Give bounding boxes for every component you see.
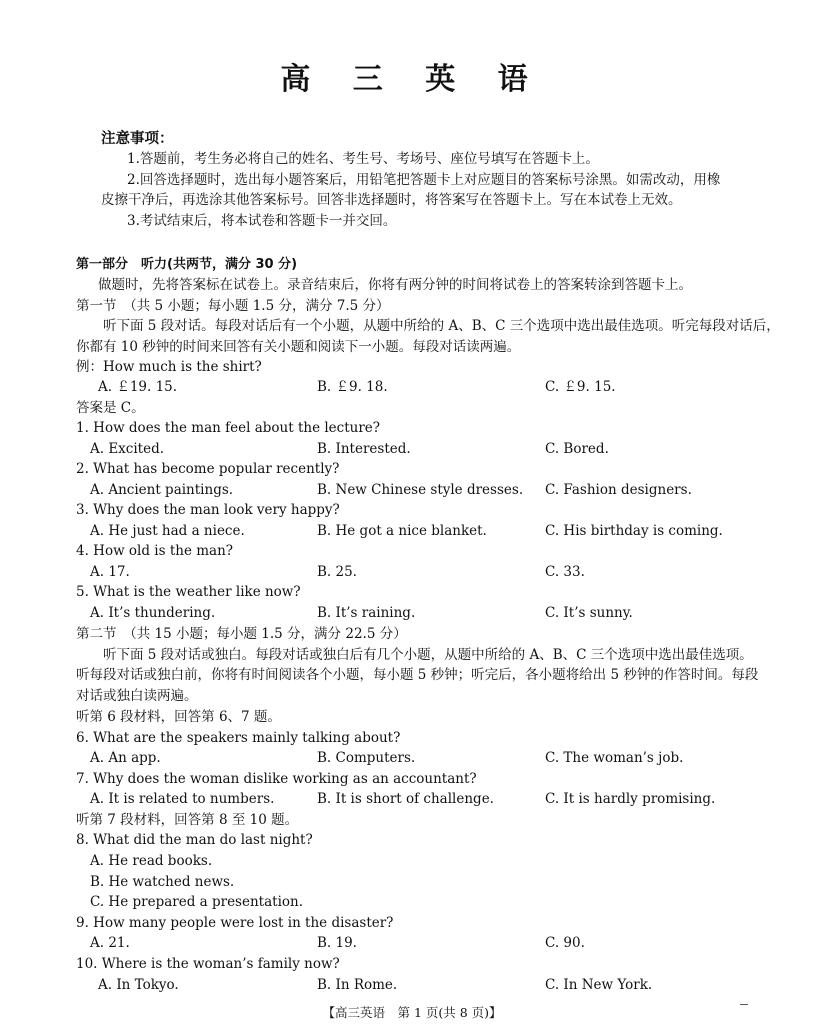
q9-option-c: C. 90. — [545, 935, 585, 951]
notice-heading: 注意事项： — [101, 131, 174, 147]
section1-instruction-cont: 你都有 10 秒钟的时间来回答有关小题和阅读下一小题。每段对话读两遍。 — [76, 339, 521, 355]
material-7-heading: 听第 7 段材料，回答第 8 至 10 题。 — [76, 812, 299, 828]
question-9: 9. How many people were lost in the disaster? — [76, 915, 394, 931]
q2-option-a: A. Ancient paintings. — [90, 482, 234, 498]
q5-option-b: B. It’s raining. — [317, 605, 416, 621]
question-10: 10. Where is the woman’s family now? — [76, 956, 340, 972]
section1-heading: 第一节 （共 5 小题；每小题 1.5 分，满分 7.5 分） — [76, 298, 390, 314]
q4-option-a: A. 17. — [90, 564, 130, 580]
section1-instruction: 听下面 5 段对话。每段对话后有一个小题，从题中所给的 A、B、C 三个选项中选出最佳选项。听完每段对话后， — [103, 318, 780, 334]
example-option-a: A. ￡19. 15. — [98, 379, 178, 395]
question-8: 8. What did the man do last night? — [76, 832, 313, 848]
question-2: 2. What has become popular recently? — [76, 461, 340, 477]
q2-option-c: C. Fashion designers. — [545, 482, 692, 498]
notice-item-3: 3.考试结束后，将本试卷和答题卡一并交回。 — [127, 213, 397, 229]
q3-option-c: C. His birthday is coming. — [545, 523, 723, 539]
part1-heading: 第一部分 听力(共两节，满分 30 分) — [76, 257, 298, 272]
part1-intro: 做题时，先将答案标在试卷上。录音结束后，你将有两分钟的时间将试卷上的答案转涂到答题卡上。 — [98, 277, 692, 293]
q8-option-c: C. He prepared a presentation. — [90, 894, 304, 910]
page-title: 高 三 英 语 — [280, 62, 544, 97]
q6-option-a: A. An app. — [90, 750, 161, 766]
q3-option-a: A. He just had a niece. — [90, 523, 245, 539]
question-6: 6. What are the speakers mainly talking about? — [76, 730, 401, 746]
q10-option-c: C. In New York. — [545, 977, 653, 993]
section2-instruction: 听下面 5 段对话或独白。每段对话或独白后有几个小题，从题中所给的 A、B、C 三个选项中选出最佳选项。 — [103, 647, 753, 663]
q10-option-b: B. In Rome. — [317, 977, 398, 993]
q9-option-b: B. 19. — [317, 935, 357, 951]
question-3: 3. Why does the man look very happy? — [76, 502, 340, 518]
q10-option-a: A. In Tokyo. — [98, 977, 179, 993]
q6-option-c: C. The woman’s job. — [545, 750, 684, 766]
q5-option-a: A. It’s thundering. — [90, 605, 216, 621]
section2-instruction-end: 对话或独白读两遍。 — [76, 688, 198, 704]
q4-option-b: B. 25. — [317, 564, 357, 580]
example-option-b: B. ￡9. 18. — [317, 379, 388, 395]
q7-option-a: A. It is related to numbers. — [90, 791, 275, 807]
question-4: 4. How old is the man? — [76, 543, 234, 559]
question-7: 7. Why does the woman dislike working as an accountant? — [76, 771, 477, 787]
q8-option-a: A. He read books. — [90, 853, 213, 869]
notice-item-2: 2.回答选择题时，选出每小题答案后，用铅笔把答题卡上对应题目的答案标号涂黑。如需改动，用橡 — [127, 172, 721, 188]
q5-option-c: C. It’s sunny. — [545, 605, 633, 621]
q8-option-b: B. He watched news. — [90, 874, 235, 890]
q7-option-b: B. It is short of challenge. — [317, 791, 494, 807]
q9-option-a: A. 21. — [90, 935, 130, 951]
q1-option-b: B. Interested. — [317, 441, 411, 457]
page-footer: 【高三英语 第 1 页(共 8 页)】 — [322, 1005, 502, 1020]
q7-option-c: C. It is hardly promising. — [545, 791, 716, 807]
question-1: 1. How does the man feel about the lecture? — [76, 420, 381, 436]
question-5: 5. What is the weather like now? — [76, 584, 301, 600]
corner-mark — [740, 1004, 748, 1005]
section2-instruction-cont: 听每段对话或独白前，你将有时间阅读各个小题，每小题 5 秒钟；听完后，各小题将给出 5 秒钟的作答时间。每段 — [76, 667, 759, 683]
material-6-heading: 听第 6 段材料，回答第 6、7 题。 — [76, 709, 281, 725]
example-question: 例：How much is the shirt? — [76, 359, 262, 375]
example-option-c: C. ￡9. 15. — [545, 379, 616, 395]
q6-option-b: B. Computers. — [317, 750, 416, 766]
q4-option-c: C. 33. — [545, 564, 585, 580]
notice-item-2-cont: 皮擦干净后，再选涂其他答案标号。回答非选择题时，将答案写在答题卡上。写在本试卷上无效。 — [101, 192, 682, 208]
q1-option-c: C. Bored. — [545, 441, 609, 457]
notice-item-1: 1.答题前，考生务必将自己的姓名、考生号、考场号、座位号填写在答题卡上。 — [127, 151, 599, 167]
q2-option-b: B. New Chinese style dresses. — [317, 482, 524, 498]
section2-heading: 第二节 （共 15 小题；每小题 1.5 分，满分 22.5 分） — [76, 626, 407, 642]
q1-option-a: A. Excited. — [90, 441, 165, 457]
q3-option-b: B. He got a nice blanket. — [317, 523, 487, 539]
example-answer: 答案是 C。 — [76, 400, 145, 416]
